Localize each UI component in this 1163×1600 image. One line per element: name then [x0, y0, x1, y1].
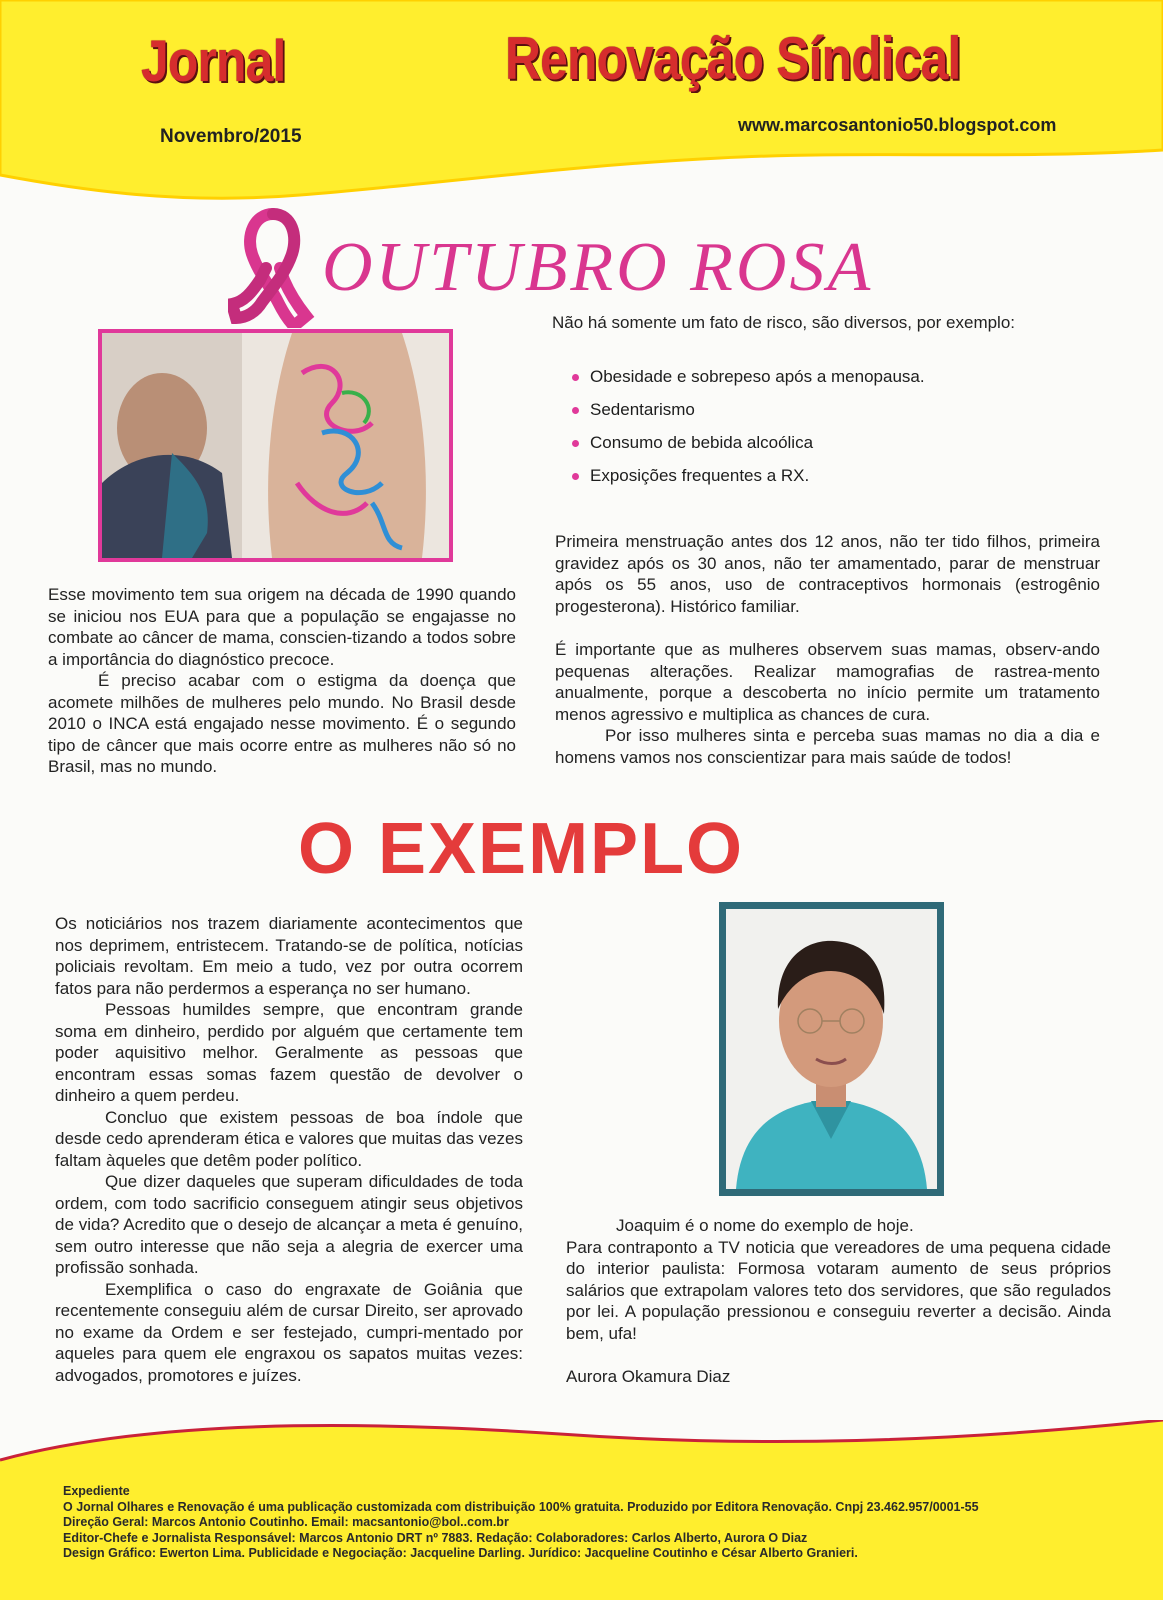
- exemplo-right-column: [566, 1215, 1111, 1388]
- masthead-jornal: Jornal: [141, 29, 286, 94]
- paragraph: Por isso mulheres sinta e perceba suas mamas no dia a dia e homens vamos nos conscientizar para mais saúde de todos!: [555, 726, 1100, 767]
- outubro-left-column: [48, 584, 516, 778]
- paragraph: É importante que as mulheres observem suas mamas, observ-ando pequenas alterações. Realizar mamografias de rastrea-mento anualmente, porque a descoberta no início permite um tratamento menos agressivo e multiplica as chances de cura.: [555, 640, 1100, 724]
- author-signature: Aurora Okamura Diaz: [566, 1367, 731, 1386]
- expediente: [63, 1484, 1123, 1562]
- list-item: Exposições frequentes a RX.: [568, 465, 1108, 498]
- paragraph: Concluo que existem pessoas de boa índole que desde cedo aprenderam ética e valores que muitas das vezes faltam àqueles que detêm poder político.: [55, 1107, 523, 1170]
- pink-ribbon-icon: [228, 206, 318, 328]
- outubro-right-column: [555, 531, 1100, 768]
- list-item: Sedentarismo: [568, 399, 1108, 432]
- expediente-line: Direção Geral: Marcos Antonio Coutinho. Email: macsantonio@bol..com.br: [63, 1515, 509, 1529]
- paragraph: Primeira menstruação antes dos 12 anos, não ter tido filhos, primeira gravidez após os 30 anos, não ter amamentado, parar de menstruar após os 55 anos, uso de contraceptivos hormonais (estrogênio progesterona). Histórico familiar.: [555, 532, 1100, 616]
- paragraph: Joaquim é o nome do exemplo de hoje.: [616, 1216, 914, 1235]
- expediente-line: Design Gráfico: Ewerton Lima. Publicidade e Negociação: Jacqueline Darling. Jurídico: Jacqueline Coutinho e César Alberto Granieri.: [63, 1546, 858, 1560]
- paragraph: Exemplifica o caso do engraxate de Goiânia que recentemente conseguiu além de cursar Direito, ser aprovado no exame da Ordem e ser festejado, cumpri-mentado por aqueles para quem ele engraxou os sapatos muitas vezes: advogados, promotores e juízes.: [55, 1279, 523, 1385]
- paragraph: É preciso acabar com o estigma da doença que acomete milhões de mulheres pelo mundo. No Brasil desde 2010 o INCA está engajado nesse movimento. É o segundo tipo de câncer que mais ocorre entre as mulheres não só no Brasil, mas no mundo.: [48, 671, 516, 776]
- risk-intro: Não há somente um fato de risco, são diversos, por exemplo:: [552, 313, 1016, 332]
- list-item: Consumo de bebida alcoólica: [568, 432, 1108, 465]
- masthead-title: Renovação Síndical: [505, 25, 961, 92]
- portrait-photo: [719, 902, 944, 1196]
- issue-date: Novembro/2015: [160, 126, 302, 147]
- body-paint-photo: [98, 329, 453, 562]
- outubro-rosa-title: OUTUBRO ROSA: [322, 229, 874, 306]
- paragraph: Para contraponto a TV noticia que vereadores de uma pequena cidade do interior paulista: Formosa votaram aumento de seus próprios salários que extrapolam valores teto dos servidores, que são regulados por lei. A população pressionou e conseguiu reverter a decisão. Ainda bem, ufa!: [566, 1237, 1111, 1343]
- website-url[interactable]: www.marcosantonio50.blogspot.com: [738, 115, 1057, 135]
- paragraph: Pessoas humildes sempre, que encontram grande soma em dinheiro, perdido por alguém que certamente tem poder aquisitivo melhor. Geralmente as pessoas que encontram essas somas fazem questão de devolver o dinheiro a quem perdeu.: [55, 1000, 523, 1105]
- expediente-line: Editor-Chefe e Jornalista Responsável: Marcos Antonio DRT nº 7883. Redação: Colaboradores: Carlos Alberto, Aurora O Diaz: [63, 1530, 808, 1545]
- paragraph: Os noticiários nos trazem diariamente acontecimentos que nos deprimem, entristecem. Tratando-se de política, notícias policiais revoltam. Em meio a tudo, vez por outra ocorrem fatos para não perdermos a esperança no ser humano.: [55, 914, 523, 998]
- exemplo-left-column: [55, 913, 523, 1386]
- risk-factor-list: [568, 366, 1108, 498]
- o-exemplo-title: O EXEMPLO: [298, 809, 745, 889]
- paragraph: Que dizer daqueles que superam dificuldades de toda ordem, com todo sacrificio conseguem atingir seus objetivos de vida? Acredito que o desejo de alcançar a meta é genuíno, sem outro interesse que não seja a alegria de exercer uma profissão sonhada.: [55, 1172, 523, 1277]
- list-item: Obesidade e sobrepeso após a menopausa.: [568, 366, 1108, 399]
- expediente-heading: Expediente: [63, 1484, 130, 1498]
- paragraph: Esse movimento tem sua origem na década de 1990 quando se iniciou nos EUA para que a população se engajasse no combate ao câncer de mama, conscien-tizando a todos sobre a importância do diagnóstico precoce.: [48, 585, 516, 669]
- expediente-line: O Jornal Olhares e Renovação é uma publicação customizada com distribuição 100% gratuita. Produzido por Editora Renovação. Cnpj 23.462.957/0001-55: [63, 1499, 979, 1514]
